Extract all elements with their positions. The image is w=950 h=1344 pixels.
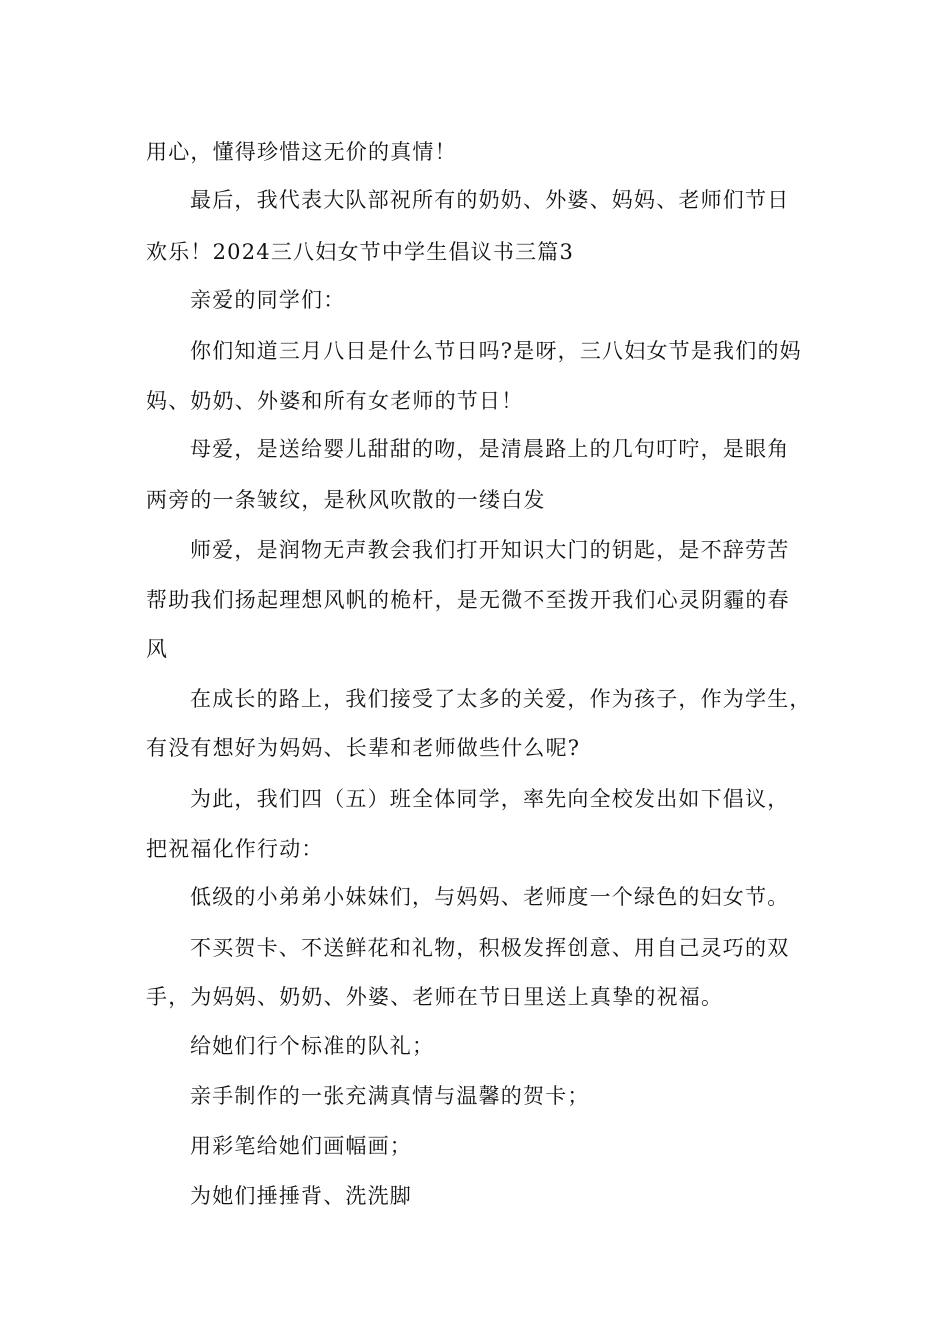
text-line: 给她们行个标准的队礼； — [190, 1034, 435, 1058]
text-line: 低级的小弟弟小妹妹们，与妈妈、老师度一个绿色的妇女节。 — [190, 885, 790, 909]
text-line: 母爱，是送给婴儿甜甜的吻，是清晨路上的几句叮咛，是眼角 — [190, 437, 790, 461]
text-line: 为此，我们四（五）班全体同学，率先向全校发出如下倡议， — [190, 787, 790, 811]
text-line: 亲手制作的一张充满真情与温馨的贺卡； — [190, 1084, 590, 1108]
text-line: 你们知道三月八日是什么节日吗?是呀，三八妇女节是我们的妈 — [190, 339, 802, 363]
text-line: 最后，我代表大队部祝所有的奶奶、外婆、妈妈、老师们节日 — [190, 188, 790, 212]
text-line: 风 — [146, 637, 169, 661]
text-line: 帮助我们扬起理想风帆的桅杆，是无微不至拨开我们心灵阴霾的春 — [146, 588, 790, 612]
text-line: 用心，懂得珍惜这无价的真情！ — [146, 140, 457, 164]
text-line: 有没有想好为妈妈、长辈和老师做些什么呢? — [146, 736, 581, 760]
text-line: 亲爱的同学们： — [190, 288, 346, 312]
text-line: 在成长的路上，我们接受了太多的关爱，作为孩子，作为学生， — [190, 687, 812, 711]
text-line: 把祝福化作行动： — [146, 837, 324, 861]
text-line: 师爱，是润物无声教会我们打开知识大门的钥匙，是不辞劳苦 — [190, 538, 790, 562]
text-line: 妈、奶奶、外婆和所有女老师的节日！ — [146, 389, 524, 413]
text-line: 两旁的一条皱纹，是秋风吹散的一缕白发 — [146, 488, 546, 512]
text-line: 为她们捶捶背、洗洗脚 — [190, 1184, 412, 1208]
text-line: 欢乐！2024三八妇女节中学生倡议书三篇3 — [146, 240, 575, 264]
text-line: 不买贺卡、不送鲜花和礼物，积极发挥创意、用自己灵巧的双 — [190, 936, 790, 960]
text-line: 手，为妈妈、奶奶、外婆、老师在节日里送上真挚的祝福。 — [146, 985, 724, 1009]
text-line: 用彩笔给她们画幅画； — [190, 1134, 412, 1158]
